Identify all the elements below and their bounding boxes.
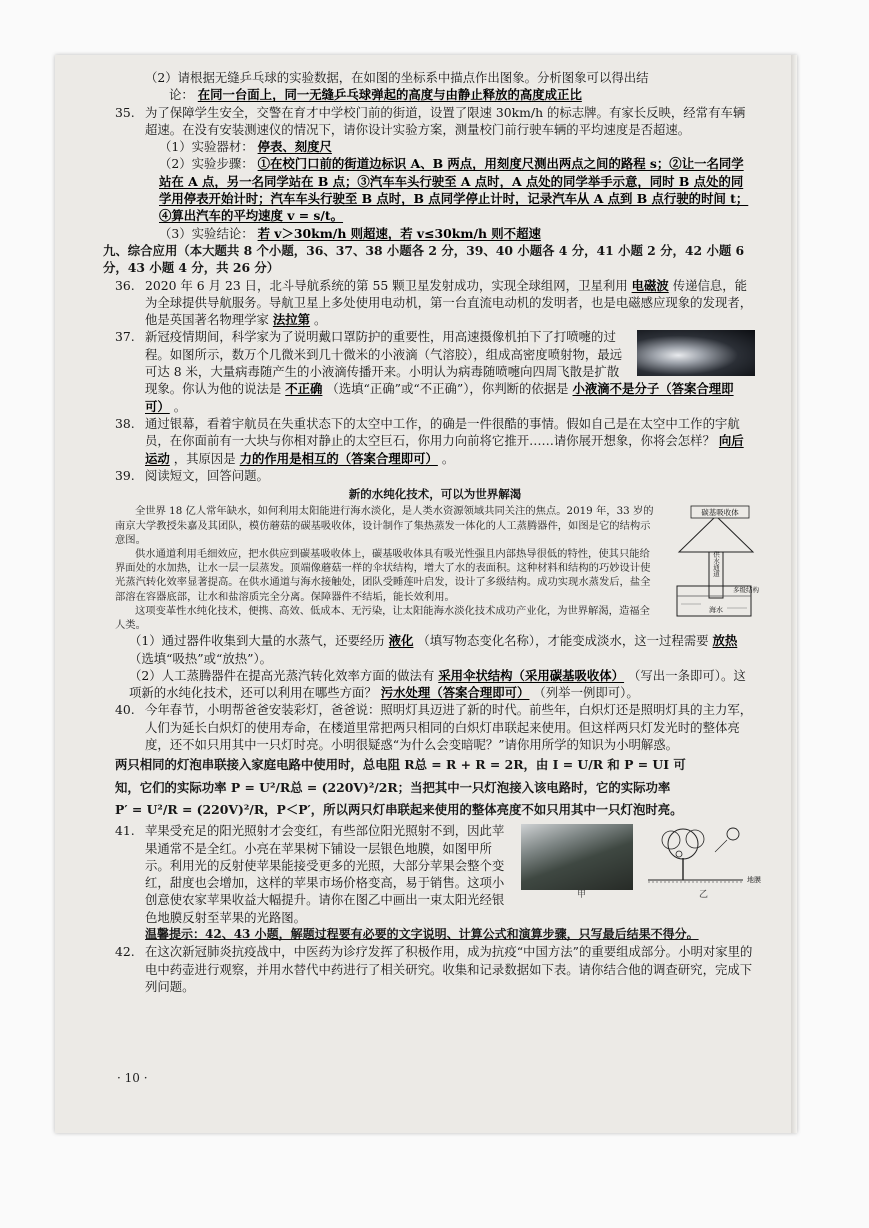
q39-s2-text-3: （列举一例即可）。: [533, 685, 639, 701]
q41-figures: [521, 824, 761, 900]
passage: [115, 504, 759, 632]
q35-part2: [115, 155, 755, 224]
q40-answer-line-2: [115, 779, 755, 796]
q39-s2-answer-2: 污水处理（答案合理即可）: [380, 685, 530, 701]
q41-text: 苹果受充足的阳光照射才会变红，有些部位阳光照射不到，因此苹果通常不是全红。小亮在苹果树下铺设一层银色地膜，如图甲所示。利用光的反射使苹果能接受更多的光照，大部分苹果会整个变红，甜度也会增加，这样的苹果市场价格变高，易于销售。这项小创意使农家苹果收益大幅提升。请你在图乙中画出一束太阳光经银色地膜反射至苹果的光路图。: [145, 823, 505, 925]
q34-part2: [115, 69, 755, 86]
exam-page: [55, 55, 797, 1133]
q37-number: 37.: [115, 329, 135, 345]
q37-text-1: 新冠疫情期间，科学家为了说明戴口罩防护的重要性，用高速摄像机拍下了打喷嚏的过程。如图所示，数万个几微米到几十微米的小液滴（气溶胶），组成高密度喷射物，最远可达 8 米，大量病毒随产生的小液滴传播开来。小明认为病毒随喷嚏向四周飞散是扩散现象。你认为他的说法是: [145, 329, 623, 397]
question-41: [115, 822, 761, 926]
q34-text: （2）请根据无缝乒乓球的实验数据，在如图的坐标系中描点作出图象。分析图象可以得出结: [145, 70, 649, 85]
warning-note: [115, 926, 755, 943]
q35-p1-label: （1）实验器材：: [159, 139, 254, 155]
q40-answer-1: 两只相同的灯泡串联接入家庭电路中使用时，总电阻 R总 = R + R = 2R，由 I = U/R 和 P = UI 可: [115, 757, 686, 773]
q35-number: 35.: [115, 104, 135, 120]
q39-s1-answer-2: 放热: [712, 633, 738, 649]
q35-intro: 为了保障学生安全，交警在育才中学校门前的街道，设置了限速 30km/h 的标志牌。有家长反映，经常有车辆超速。在没有安装测速仪的情况下，请你设计实验方案，测量校门前行驶车辆的平均速度是否超速。: [145, 104, 746, 137]
q39-sub1: [115, 632, 755, 667]
q35-p3-answer: 若 v＞30km/h 则超速，若 v≤30km/h 则不超速: [257, 225, 541, 241]
q35-p1-answer: 停表、刻度尺: [257, 139, 332, 155]
q37-answer-1: 不正确: [285, 381, 323, 397]
q34-conclusion-label: 论：: [169, 87, 194, 103]
q40-answer-line-3: [115, 801, 755, 818]
orchard-photo: [521, 824, 633, 900]
q38-text-1: 通过银幕，看着宇航员在失重状态下的太空中工作，的确是一件很酷的事情。假如自己是在太空中工作的宇航员，在你面前有一大块与你相对静止的太空巨石，你用力向前将它推开……请你展开想象，你将会怎样？: [145, 415, 740, 449]
q37-text-3: 。: [173, 398, 187, 414]
passage-para-2: 供水通道利用毛细效应，把水供应到碳基吸收体上，碳基吸收体具有吸光性强且内部热导很低的特性，使其只能给界面处的水加热，让水一层一层蒸发。顶端像蘑菇一样的伞状结构，增大了水的表面积。这种材料和结构的巧妙设计使光蒸汽转化效率显著提高。在供水通道与海水接触处，团队受睡莲叶启发，设计了多级结构。成功实现水蒸发后，盐全部溶在容器底部，让水和盐溶质完全分离。保障器件不结垢，能长效利用。: [115, 548, 651, 603]
q39-s1-answer-1: 液化: [388, 633, 414, 649]
q42-number: 42.: [115, 944, 135, 960]
q36-number: 36.: [115, 277, 135, 293]
q39-s1-text-1: （1）通过器件收集到大量的水蒸气，还要经历: [129, 633, 385, 649]
passage-para-1: 全世界 18 亿人常年缺水，如何利用太阳能进行海水淡化，是人类水资源领域共同关注的焦点。2019 年，33 岁的南京大学教授朱嘉及其团队，模仿蘑菇的碳基吸收体，设计制作了集热蒸发一体化的人工蒸腾器件，如图是它的结构示意图。: [115, 505, 654, 546]
q35-p2-answer: ①在校门口前的街道边标识 A、B 两点，用刻度尺测出两点之间的路程 s；②让一名同学站在 A 点，另一名同学站在 B 点；③汽车车头行驶至 A 点时，A 点处的同学举手示意，同时 B 点处的同学用停表开始计时；汽车车头行驶至 B 点时，B 点同学停止计时，记录汽车从 A 点到 B 点行驶的时间 t；④算出汽车的平均速度 v = s/t。: [159, 156, 749, 224]
q37-text-2: （选填“正确”或“不正确”），你判断的依据是: [326, 381, 569, 397]
question-40: [115, 701, 755, 753]
q41-number: 41.: [115, 823, 135, 839]
page-edge: [791, 55, 797, 1133]
q38-answer-1: 向后运动: [145, 433, 744, 466]
q40-answer-line-1: [115, 756, 755, 773]
q37-answer-2: 小液滴不是分子（答案合理即可）: [145, 381, 734, 414]
q38-number: 38.: [115, 415, 135, 431]
page-content: [103, 69, 761, 995]
question-38: [115, 415, 755, 467]
q35-p3-label: （3）实验结论：: [159, 225, 254, 241]
q36-answer-1: 电磁波: [631, 277, 669, 293]
passage-title: 新的水纯化技术，可以为世界解渴: [348, 487, 522, 502]
question-39: [115, 467, 755, 484]
q34-conclusion: [115, 86, 755, 103]
q39-number: 39.: [115, 467, 135, 483]
question-37: [115, 328, 755, 414]
q39-s2-answer-1: 采用伞状结构（采用碳基吸收体）: [438, 667, 625, 683]
q40-text: 今年春节，小明帮爸爸安装彩灯，爸爸说：照明灯具迈进了新的时代。前些年，白炽灯还是照明灯具的主力军，人们为延长白炽灯的使用寿命，在楼道里常把两只相同的白炽灯串联起来使用。但这样两只灯发光时的整体亮度，还不如只用其中一只灯时亮。小明很疑惑“为什么会变暗呢？”请你用所学的知识为小明解惑。: [145, 702, 753, 753]
warning-text: 温馨提示：42、43 小题，解题过程要有必要的文字说明、计算公式和演算步骤，只写最后结果不得分。: [145, 927, 699, 941]
q35-part3: [115, 225, 755, 242]
q39-intro: 阅读短文，回答问题。: [145, 467, 269, 483]
question-35: [115, 104, 755, 139]
q36-text-2: 传递信息，能为全球提供导航服务。导航卫星上多处使用电动机，第一台直流电动机的发明者，也是电磁感应现象的发现者，他是英国著名物理学家: [145, 277, 753, 328]
q35-p2-label: （2）实验步骤：: [159, 156, 254, 172]
diagram-label-channel: 供水通道: [712, 551, 720, 578]
diagram-label-top: 碳基吸收体: [701, 508, 739, 518]
q36-text-3: 。: [313, 312, 327, 328]
q40-answer-3: P′ = U²/R = (220V)²/R，P＜P′，所以两只灯串联起来使用的整体亮度不如只用其中一只灯泡时亮。: [115, 801, 683, 817]
q36-answer-2: 法拉第: [272, 312, 311, 328]
evaporator-diagram: [671, 504, 761, 624]
q39-s1-text-3: （选填“吸热”或“放热”）。: [129, 650, 273, 666]
q39-s2-text-1: （2）人工蒸腾器件在提高光蒸汽转化效率方面的做法有: [129, 667, 435, 683]
q42-text: 在这次新冠肺炎抗疫战中，中医药为诊疗发挥了积极作用，成为抗疫“中国方法”的重要组成部分。小明对家里的电中药壶进行观察，并用水替代中药进行了相关研究。收集和记录数据如下表。请你结合他的调查研究，完成下列问题。: [145, 944, 753, 994]
figure-caption-b: 乙: [699, 889, 709, 900]
q36-text-1: 2020 年 6 月 23 日，北斗导航系统的第 55 颗卫星发射成功，实现全球组网，卫星利用: [145, 277, 628, 293]
diagram-label-side: 多级结构: [733, 586, 759, 595]
section-9-heading: 九、综合应用（本大题共 8 个小题，36、37、38 小题各 2 分，39、40 小题各 4 分，41 小题 2 分，42 小题 6 分，43 小题 4 分，共 26 分）: [103, 242, 745, 276]
q35-part1: [115, 138, 755, 155]
q38-text-3: 。: [441, 450, 455, 466]
question-42: [115, 943, 755, 995]
figure-caption-a: 甲: [577, 889, 587, 900]
q40-number: 40.: [115, 702, 135, 718]
q34-answer: 在同一台面上，同一无缝乒乓球弹起的高度与由静止释放的高度成正比: [197, 87, 582, 103]
question-36: [115, 277, 755, 329]
passage-para-3: 这项变革性水纯化技术，便携、高效、低成本、无污染，让太阳能海水淡化技术成功产业化，为世界解渴，造福全人类。: [115, 604, 650, 632]
section-heading: [103, 242, 755, 277]
page-number: · 10 ·: [117, 1071, 148, 1085]
q39-sub2: [115, 667, 755, 702]
figure-label-film: 地膜: [747, 876, 761, 885]
q40-answer-2: 知，它们的实际功率 P = U²/R总 = (220V)²/2R；当把其中一只灯泡接入该电路时，它的实际功率: [115, 779, 671, 795]
q39-s1-text-2: （填写物态变化名称），才能变成淡水，这一过程需要: [417, 633, 709, 649]
q39-s2-text-2: （写出一条即可）。这项新的水纯化技术，还可以利用在哪些方面？: [129, 667, 746, 701]
q38-answer-2: 力的作用是相互的（答案合理即可）: [239, 450, 438, 466]
apple-tree-diagram: [643, 824, 761, 900]
diagram-label-water: 海水: [709, 606, 723, 615]
sneeze-photo: [637, 330, 755, 376]
q38-text-2: ，其原因是: [173, 450, 236, 466]
